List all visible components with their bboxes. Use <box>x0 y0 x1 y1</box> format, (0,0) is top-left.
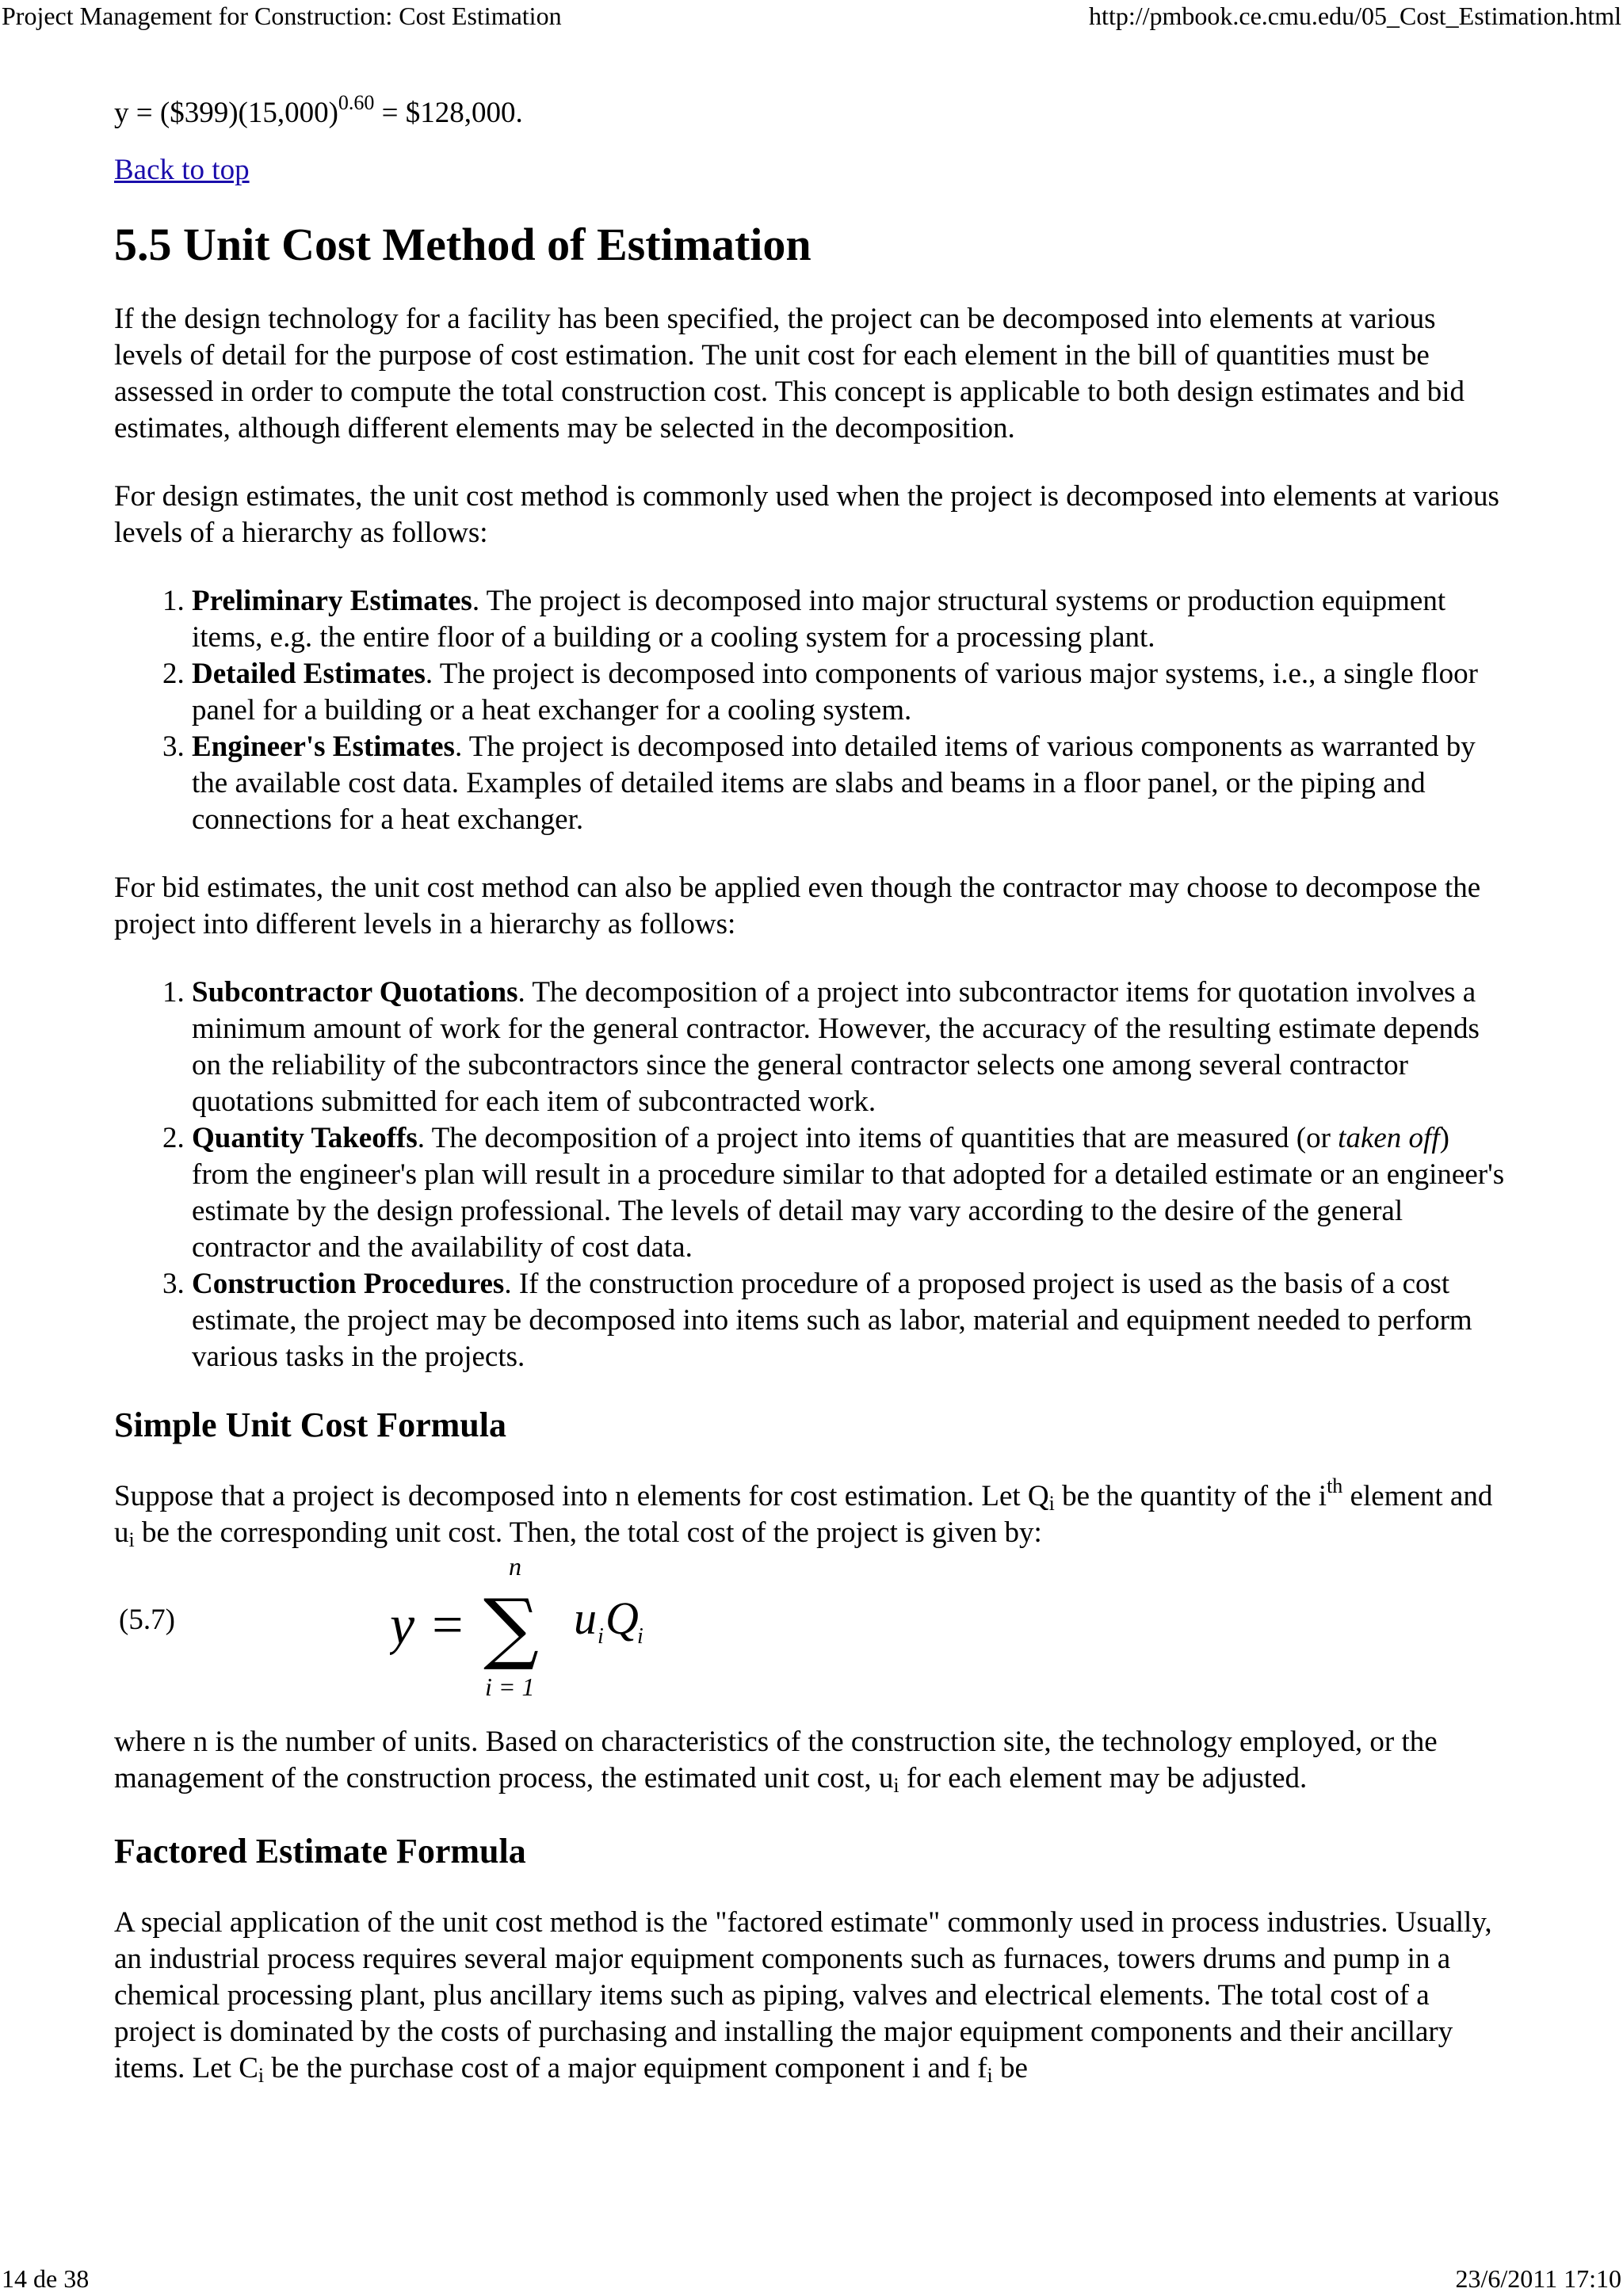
summation-formula <box>390 1554 770 1705</box>
header-url: http://pmbook.ce.cmu.edu/05_Cost_Estimation.html <box>1089 2 1621 30</box>
unit-cost-symbol: u <box>574 1592 597 1644</box>
formula-lhs: y = <box>390 1595 466 1656</box>
cost-formula-line: $y = (\$399)(15,000)^{0.60}$ = $128,000. <box>114 91 523 129</box>
unit-cost-subscript: i <box>598 1624 604 1649</box>
bid-estimates-paragraph: For bid estimates, the unit cost method can also be applied even though the contractor may choose to decompose the project into different levels in a hierarchy as follows: <box>114 871 1481 940</box>
equation-number: (5.7) <box>119 1604 175 1636</box>
back-to-top-link[interactable]: Back to top <box>114 154 250 186</box>
list-item: 1. Preliminary Estimates. The project is decomposed into major structural systems or production equipment items, e.g. the entire floor of a building or a cooling system for a processing plant. <box>192 583 1509 656</box>
simple-unit-cost-paragraph: Suppose that a project is decomposed into n elements for cost estimation. Let $Q_i$ be the quantity of the $i^{th}$ element and $u_i$ be the corresponding unit cost. Then, the total cost of the project is given by: <box>114 1474 1493 1551</box>
quantity-symbol: Q <box>605 1592 639 1644</box>
back-to-top-paragraph <box>114 152 1509 189</box>
sigma-symbol: ∑ <box>483 1583 539 1673</box>
list-item: 2. Quantity Takeoffs. The decomposition of a project into items of quantities that are measured (or taken off) from the engineer's plan will result in a procedure similar to that adopted for a detailed estimate or an engineer's estimate by the design professional. The levels of detail may vary according to the desire of the general contractor and the availability of cost data. <box>192 1120 1509 1266</box>
list-item: 3. Engineer's Estimates. The project is decomposed into detailed items of various components as warranted by the available cost data. Examples of detailed items are slabs and beams in a floor panel, or the piping and connections for a heat exchanger. <box>192 729 1509 838</box>
intro-paragraph: If the design technology for a facility has been specified, the project can be decomposed into elements at various levels of detail for the purpose of cost estimation. The unit cost for each element in the bill of quantities must be assessed in order to compute the total construction cost. This concept is applicable to both design estimates and bid estimates, although different elements may be selected in the decomposition. <box>114 303 1465 444</box>
header-title: Project Management for Construction: Cost Estimation <box>2 2 562 30</box>
bid-estimates-list <box>114 974 1509 1375</box>
sum-lower-limit: i = 1 <box>485 1672 535 1701</box>
equation-5-7 <box>114 1554 1509 1705</box>
section-title: 5.5 Unit Cost Method of Estimation <box>114 219 812 270</box>
factored-estimate-paragraph: A special application of the unit cost method is the "factored estimate" commonly used in process industries. Usually, an industrial process requires several major equipment components such as furnaces, towers drums and pump in a chemical processing plant, plus ancillary items such as piping, valves and electrical elements. The total cost of a project is dominated by the costs of purchasing and installing the major equipment components and their ancillary items. Let $C_i$ be the purchase cost of a major equipment component i and $f_i$ be <box>114 1906 1492 2087</box>
simple-unit-cost-heading: Simple Unit Cost Formula <box>114 1405 506 1444</box>
page-footer <box>0 2261 1623 2296</box>
factored-estimate-heading: Factored Estimate Formula <box>114 1832 526 1871</box>
print-datetime: 23/6/2011 17:10 <box>1455 2264 1621 2293</box>
design-estimates-list <box>114 583 1509 838</box>
list-item: 3. Construction Procedures. If the construction procedure of a proposed project is used as the basis of a cost estimate, the project may be decomposed into items such as labor, material and equipment needed to perform various tasks in the projects. <box>192 1266 1509 1375</box>
quantity-subscript: i <box>637 1624 643 1649</box>
document-content <box>114 91 1509 2087</box>
list-item: 1. Subcontractor Quotations. The decomposition of a project into subcontractor items for quotation involves a minimum amount of work for the general contractor. However, the accuracy of the resulting estimate depends on the reliability of the subcontractors since the general contractor selects one among several contractor quotations submitted for each item of subcontracted work. <box>192 974 1509 1120</box>
design-estimates-paragraph: For design estimates, the unit cost method is commonly used when the project is decomposed into elements at various levels of a hierarchy as follows: <box>114 480 1499 549</box>
sum-upper-limit: n <box>509 1554 521 1581</box>
page-header <box>0 0 1623 32</box>
page-number: 14 de 38 <box>2 2264 90 2293</box>
list-item: 2. Detailed Estimates. The project is decomposed into components of various major systems, i.e., a single floor panel for a building or a heat exchanger for a cooling system. <box>192 656 1509 729</box>
where-paragraph: where n is the number of units. Based on characteristics of the construction site, the technology employed, or the management of the construction process, the estimated unit cost, $u_i$ for each element may be adjusted. <box>114 1726 1438 1797</box>
